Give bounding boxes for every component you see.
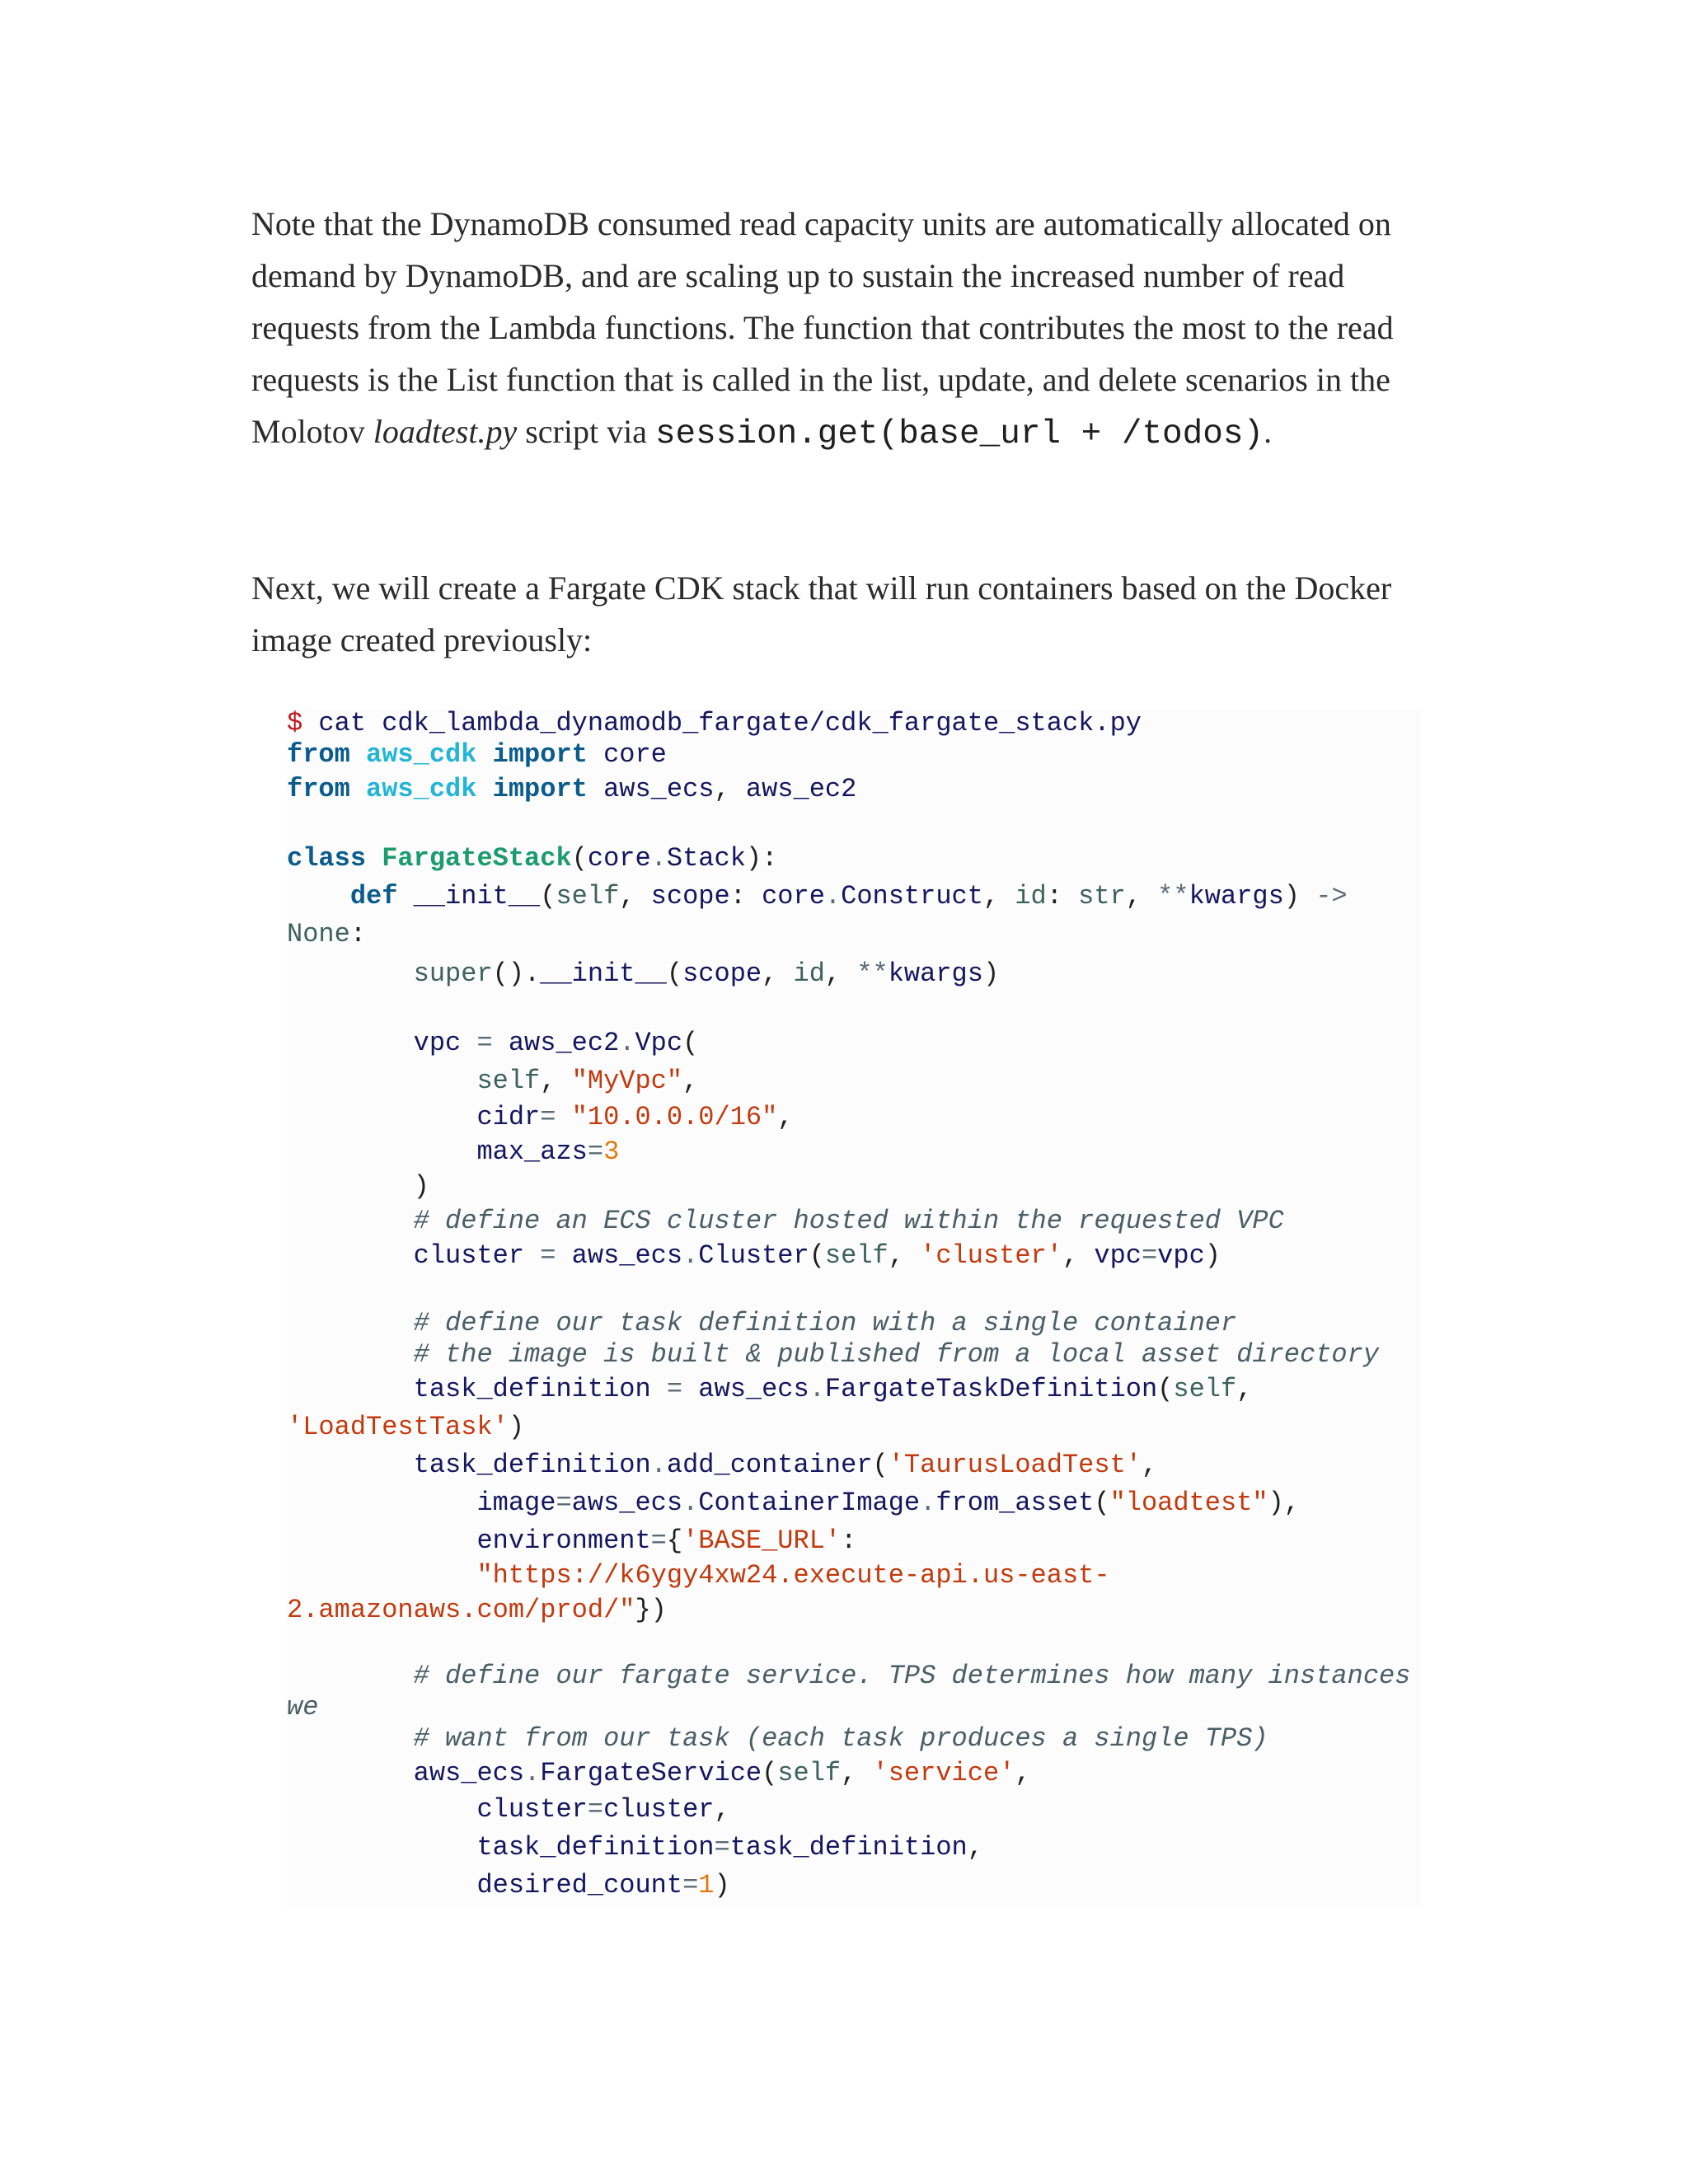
code-token: , [1062,1240,1095,1271]
code-token: ( [571,843,588,874]
code-token: , [540,1066,572,1096]
code-token: task_definition [413,1374,651,1404]
code-line [287,1065,698,1098]
code-token [287,1832,476,1863]
code-token: task_definition [729,1832,968,1863]
code-token: ) [1204,1240,1221,1271]
code-token: from_asset [935,1488,1095,1518]
code-token: { [666,1526,683,1556]
code-token: class [287,843,367,874]
code-token: id [1015,881,1047,912]
code-token: __init__ [540,958,667,989]
code-token: aws_ec2 [508,1028,620,1058]
code-token: Vpc [635,1028,683,1058]
code-token: : [349,919,367,949]
code-token: 1 [698,1870,715,1900]
code-line [287,1869,730,1902]
code-token: scope [682,958,762,989]
code-token [287,1137,476,1167]
code-token: str [1078,881,1126,912]
code-line [287,773,856,806]
code-token: , [888,1240,921,1271]
code-token: 'cluster' [920,1240,1062,1271]
code-token: $ [287,708,319,738]
code-token: cidr [476,1102,541,1132]
paragraph1-text-b: script via [517,413,655,450]
code-token: , [714,1794,730,1825]
code-token [287,1560,476,1591]
code-token: , [762,958,794,989]
code-token [287,1339,414,1370]
code-line [287,1757,1031,1790]
code-token: , [1015,1758,1031,1788]
code-token: . [920,1488,936,1518]
code-token [287,1240,414,1271]
paragraph1-text-a: Note that the DynamoDB consumed read capacity units are automatically allocated on demand by DynamoDB, and are scaling up to sustain the increased number of read requests from the Lambda functions. The function that contributes the most to the read requests is the List function that is called in the list, update, and delete scenarios in the Molotov [251,205,1394,450]
code-token: , [777,1102,794,1132]
code-token: 2.amazonaws.com/prod/" [287,1595,635,1625]
code-line [287,1449,1157,1482]
paragraph1-text-c: . [1264,413,1273,450]
code-token: ( [872,1450,889,1480]
code-token: self [476,1066,541,1096]
code-line [287,1205,1284,1238]
code-token: = [682,1870,699,1900]
code-token: . [650,1450,667,1480]
code-line [287,1307,1236,1340]
code-line [287,1722,1268,1755]
code-token: from [287,739,350,770]
code-token [287,1758,414,1788]
code-token: # want from our task (each task produces a single TPS) [413,1723,1268,1754]
code-token: = [714,1832,730,1863]
code-token: id [793,958,825,989]
code-line [287,707,1142,740]
code-token: = [650,1526,667,1556]
code-token: ( [666,958,683,989]
code-token: __init__ [397,881,541,912]
code-token [287,1374,414,1404]
code-token: cluster [413,1240,525,1271]
code-line [287,1373,1252,1406]
code-token: . [682,1240,699,1271]
code-token: -> [1315,881,1348,912]
code-token [287,881,350,912]
code-line [287,1240,1221,1272]
code-token: FargateStack [382,843,572,874]
code-token: Stack [666,843,746,874]
code-token: kwargs [888,958,983,989]
code-token: ( [809,1240,825,1271]
code-token: import [492,774,588,804]
code-token [287,1661,414,1691]
code-token: ) [1283,881,1316,912]
code-token: aws_ecs [587,774,715,804]
code-token [287,1794,476,1825]
code-line [287,1594,667,1627]
code-token: . [619,1028,635,1058]
code-token: # the image is built & published from a local asset directory [413,1339,1380,1370]
code-token [350,774,366,804]
code-token: environment [476,1526,651,1556]
code-token: vpc [413,1028,462,1058]
code-token: (). [492,958,541,989]
code-token: add_container [666,1450,873,1480]
code-token: # define our fargate service. TPS determines how many instances [413,1661,1411,1691]
code-token: = [461,1028,509,1058]
code-token: vpc [1157,1240,1205,1271]
code-token: aws_cdk [366,774,477,804]
code-token [287,1526,476,1556]
code-line [287,1559,1110,1592]
code-token [476,739,492,770]
code-token: : [729,881,762,912]
code-token: super [413,958,493,989]
code-token: ** [856,958,889,989]
code-token: , [967,1832,983,1863]
code-token: , [841,1758,873,1788]
code-line [287,1691,318,1724]
code-token [476,774,492,804]
code-token: cluster [476,1794,588,1825]
code-token: cluster [603,1794,715,1825]
code-token: . [524,1758,541,1788]
code-token: "https://k6ygy4xw24.execute-api.us-east- [476,1560,1110,1591]
code-token: ) [287,1171,429,1202]
code-token: 'LoadTestTask' [287,1412,509,1442]
code-token [287,1206,414,1236]
code-token: vpc [1094,1240,1142,1271]
code-token: , [1236,1374,1253,1404]
code-token: : [841,1526,857,1556]
code-token: # define our task definition with a single container [413,1308,1237,1338]
code-token: aws_ec2 [745,774,857,804]
code-line [287,1027,698,1060]
code-line [287,958,999,991]
code-token: aws_cdk [366,739,477,770]
code-token: ( [1094,1488,1110,1518]
code-token: 3 [603,1137,620,1167]
code-token: FargateService [540,1758,762,1788]
code-token: , [1125,881,1158,912]
code-line [287,1170,429,1203]
code-token: import [492,739,588,770]
code-token: self [824,1240,889,1271]
code-token: ( [762,1758,778,1788]
code-token: , [1141,1450,1158,1480]
code-token: ), [1268,1488,1300,1518]
code-token [287,1450,414,1480]
code-token: = [540,1102,572,1132]
code-line [287,1136,619,1169]
code-token: ) [508,1412,525,1442]
code-token: aws_ecs [571,1240,683,1271]
code-token: "loadtest" [1109,1488,1268,1518]
code-line [287,1487,1300,1520]
code-token: def [349,881,398,912]
code-token: = [587,1794,604,1825]
code-line [287,1793,730,1826]
code-line [287,1411,524,1444]
code-token: self [777,1758,842,1788]
code-token: ** [1157,881,1189,912]
code-token: . [824,881,842,912]
code-token: 'service' [872,1758,1015,1788]
code-token: = [524,1240,572,1271]
code-token: desired_count [476,1870,683,1900]
code-token: aws_ecs [571,1488,683,1518]
code-line [287,1338,1379,1371]
code-token [350,739,366,770]
code-token: task_definition [413,1450,651,1480]
code-token: ) [714,1870,730,1900]
code-token: = [1141,1240,1158,1271]
code-token [287,1488,476,1518]
code-token: = [587,1137,604,1167]
code-token: from [287,774,350,804]
code-token: : [1046,881,1079,912]
inline-code: session.get(base_url + /todos) [654,415,1264,453]
code-token: cat cdk_lambda_dynamodb_fargate/cdk_fargate_stack.py [318,708,1142,738]
code-token: max_azs [476,1137,588,1167]
code-token: ContainerImage [698,1488,921,1518]
code-token: we [287,1692,319,1722]
code-token: 'BASE_URL' [682,1526,842,1556]
code-token [287,1028,414,1058]
code-token: scope [650,881,730,912]
code-line [287,1101,794,1134]
paragraph-fargate-intro: Next, we will create a Fargate CDK stack that will run containers based on the Docker image created previously: [251,569,1392,658]
code-token: = [650,1374,699,1404]
code-token: image [476,1488,556,1518]
code-token: , [824,958,857,989]
code-token: , [682,1066,699,1096]
code-line [287,918,366,951]
code-token: Cluster [698,1240,809,1271]
code-token [287,1723,414,1754]
code-line [287,1525,856,1558]
code-token [287,958,414,989]
code-token: core [762,881,825,912]
code-line [287,738,667,771]
code-token: self [1173,1374,1237,1404]
code-token: }) [635,1595,667,1625]
code-token: , [714,774,746,804]
code-token: ) [982,958,1000,989]
paragraph-dynamodb-capacity [251,198,1422,461]
code-token [287,1870,476,1900]
code-token: ( [540,881,556,912]
code-token: , [982,881,1015,912]
code-token: aws_ecs [698,1374,809,1404]
code-token: ( [1157,1374,1174,1404]
code-line [287,1831,983,1864]
code-token: . [682,1488,699,1518]
code-token: self [556,881,620,912]
code-line [287,1660,1410,1693]
code-token: . [809,1374,825,1404]
code-token [287,1308,414,1338]
code-token: kwargs [1189,881,1284,912]
code-token: ): [745,843,778,874]
code-line [287,842,777,875]
code-token: core [587,843,651,874]
code-token: task_definition [476,1832,715,1863]
code-token: ( [682,1028,699,1058]
code-token: Construct [841,881,983,912]
code-token: "MyVpc" [571,1066,683,1096]
code-token [366,843,382,874]
code-token: = [556,1488,572,1518]
code-token: aws_ecs [413,1758,525,1788]
code-token: "10.0.0.0/16" [571,1102,778,1132]
code-token: FargateTaskDefinition [824,1374,1158,1404]
code-token: core [587,739,667,770]
code-token: None [287,919,350,949]
code-token: 'TaurusLoadTest' [888,1450,1142,1480]
code-line [287,880,1348,913]
code-token: , [619,881,651,912]
code-token [287,1102,476,1132]
code-token [287,1066,476,1096]
code-token: # define an ECS cluster hosted within the requested VPC [413,1206,1284,1236]
code-token: . [650,843,667,874]
script-filename: loadtest.py [373,413,518,450]
